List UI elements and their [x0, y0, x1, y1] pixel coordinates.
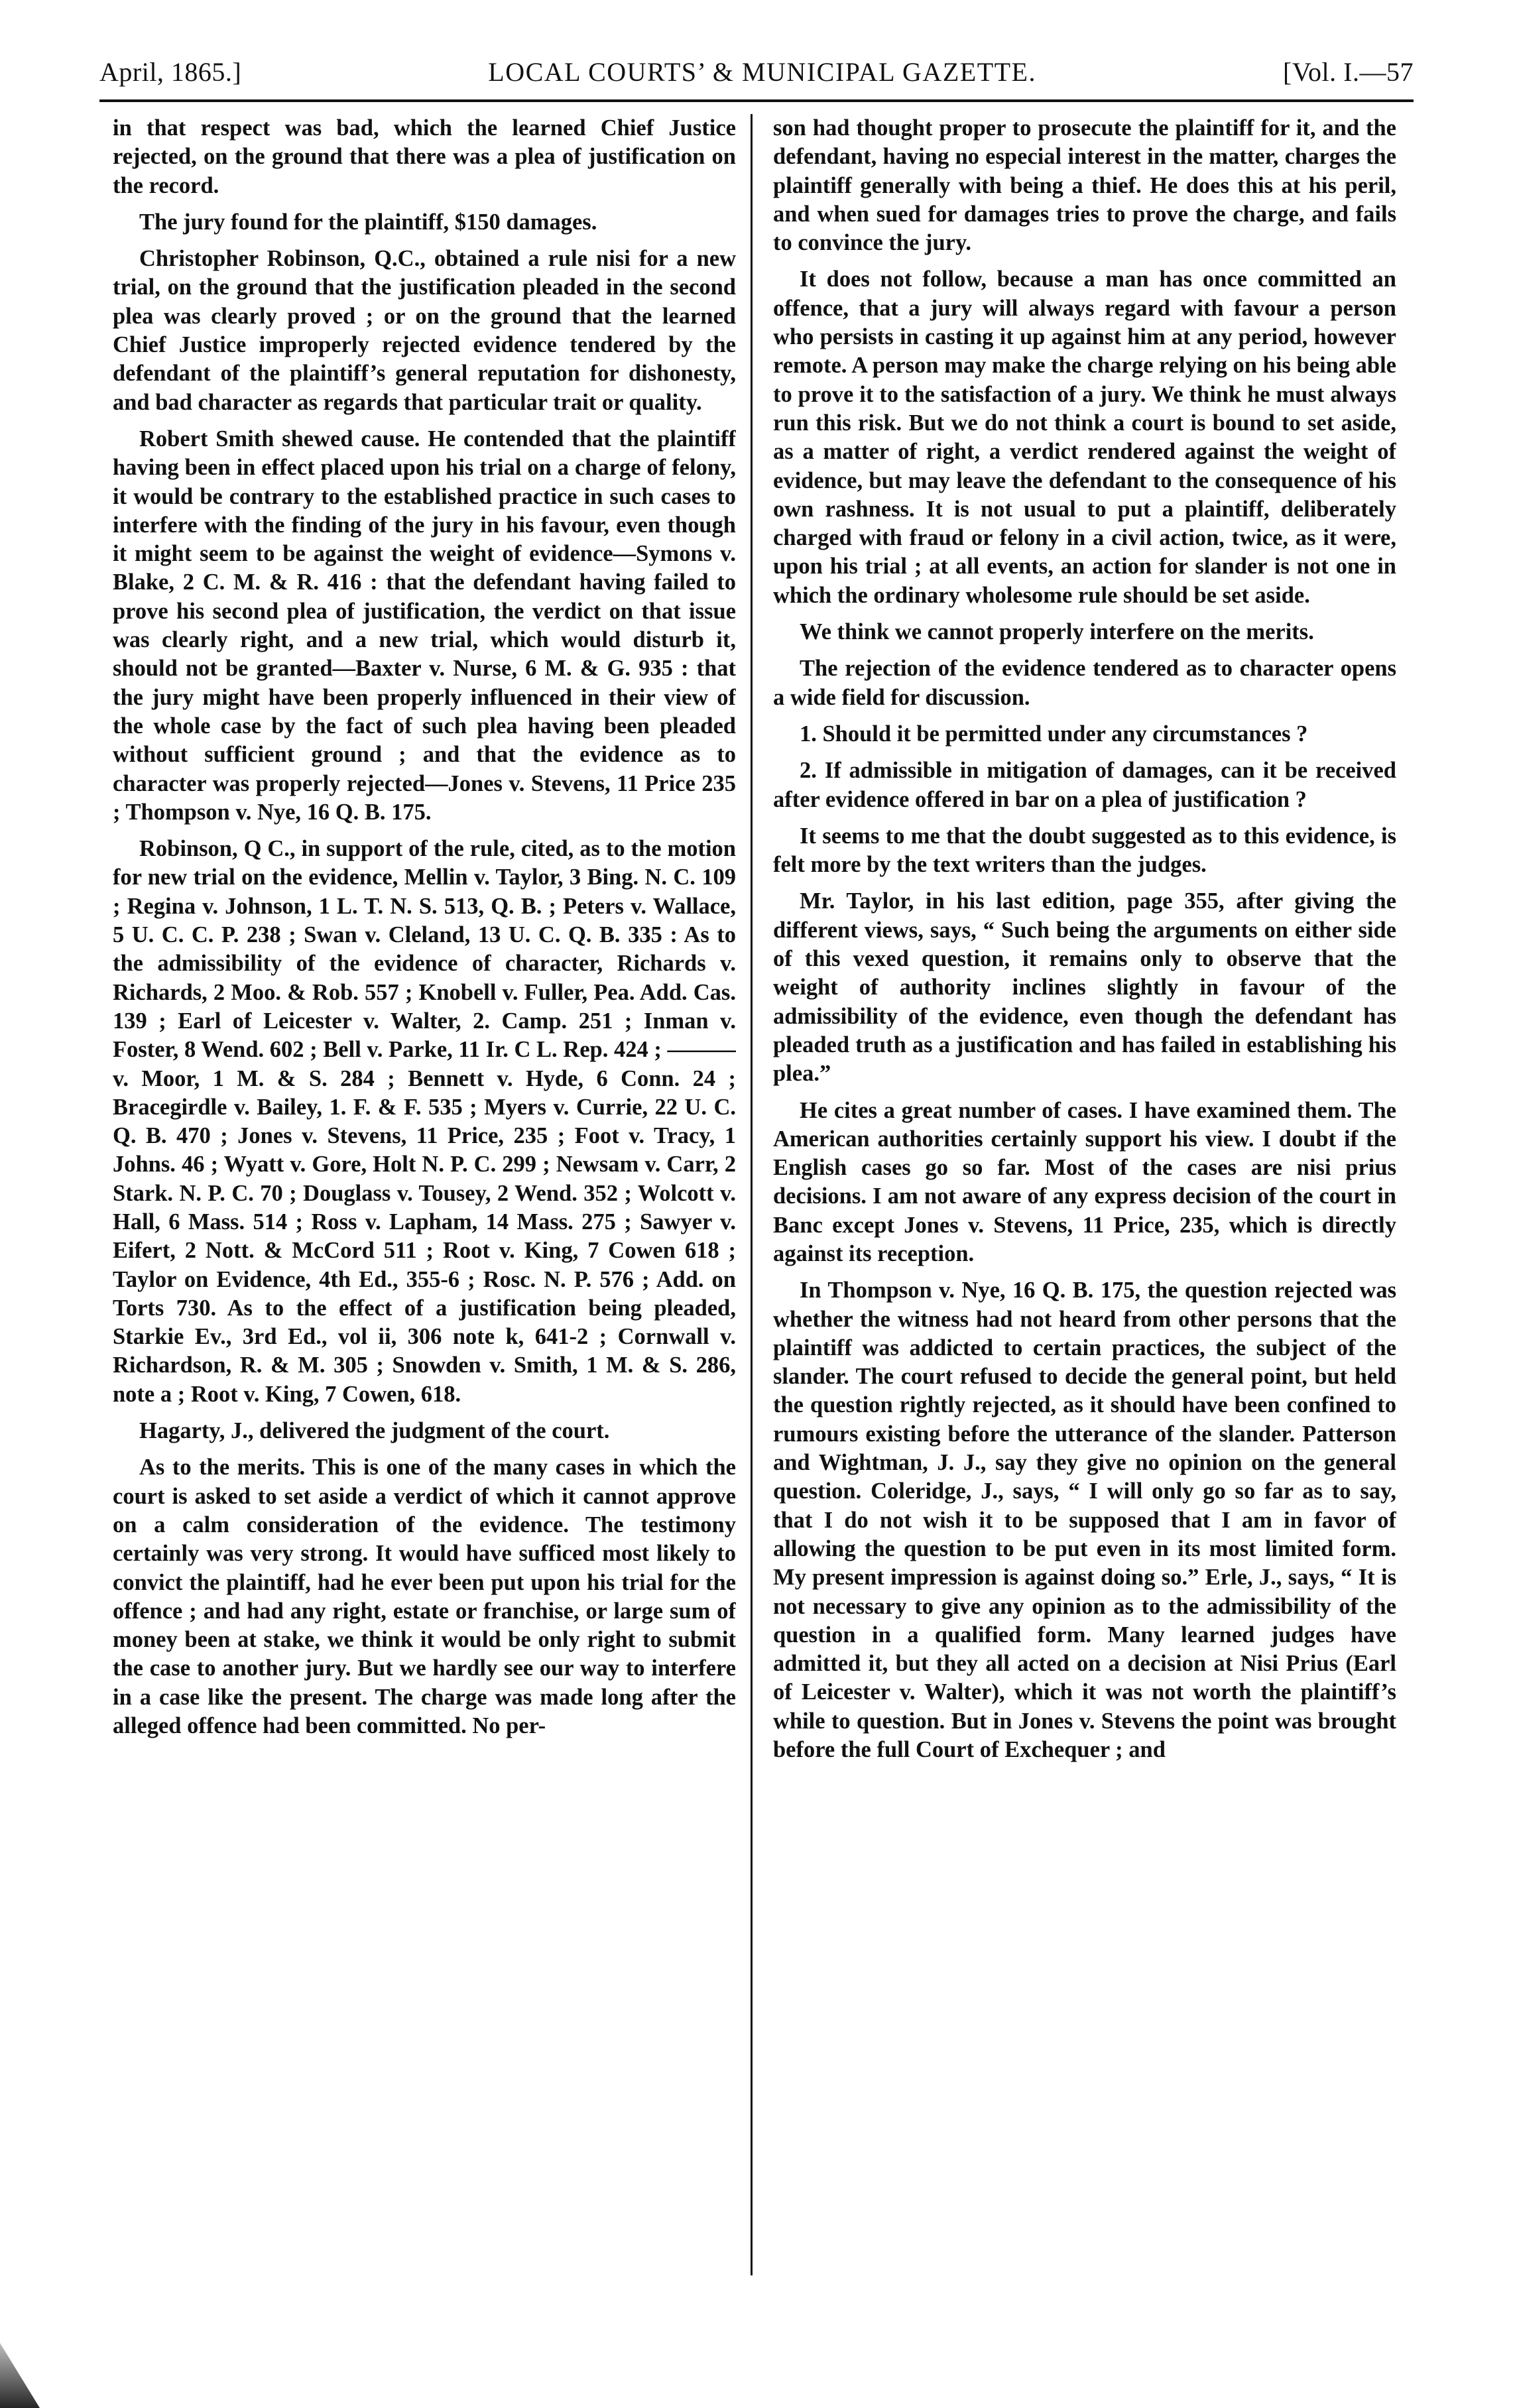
paragraph: It seems to me that the doubt suggested as to this evidence, is felt more by the text writers than the judges.: [773, 823, 1396, 878]
paragraph: son had thought proper to prosecute the plaintiff for it, and the defendant, having no especial interest in the matter, charges the plaintiff generally with being a thief. He does this at his peril, and when sued for damages tries to prove the charge, and fails to convince the jury.: [773, 115, 1396, 256]
paragraph: It does not follow, because a man has once committed an offence, that a jury will always regard with favour a person who persists in casting it up against him at any period, however remote. A person may make the charge relying on his being able to prove it to the satisfaction of a jury. We think he must always run this risk. But we do not think a court is bound to set aside, as a matter of right, a verdict rendered against the weight of evidence, but may leave the defendant to the consequence of his own rashness. It is not usual to put a plaintiff, deliberately charged with fraud or felony in a civil action, twice, as it were, upon his trial ; at all events, an action for slander is not one in which the ordinary wholesome rule should be set aside.: [773, 267, 1396, 608]
paragraph: We think we cannot properly interfere on the merits.: [800, 619, 1314, 645]
page-header: [99, 41, 1414, 88]
paragraph: Hagarty, J., delivered the judgment of the court.: [139, 1418, 610, 1444]
left-column: [113, 114, 736, 2289]
paragraph: Robinson, Q C., in support of the rule, cited, as to the motion for new trial on the evidence, Mellin v. Taylor, 3 Bing. N. C. 109 ; Regina v. Johnson, 1 L. T. N. S. 513, Q. B. ; Peters v. Wallace, 5 U. C. C. P. 238 ; Swan v. Cleland, 13 U. C. Q. B. 335 : As to the admissibility of the evidence of character, Richards v. Richards, 2 Moo. & Rob. 557 ; Knobell v. Fuller, Pea. Add. Cas. 139 ; Earl of Leicester v. Walter, 2. Camp. 251 ; Inman v. Foster, 8 Wend. 602 ; Bell v. Parke, 11 Ir. C L. Rep. 424 ; ——— v. Moor, 1 M. & S. 284 ; Bennett v. Hyde, 6 Conn. 24 ; Bracegirdle v. Bailey, 1. F. & F. 535 ; Myers v. Currie, 22 U. C. Q. B. 470 ; Jones v. Stevens, 11 Price, 235 ; Foot v. Tracy, 1 Johns. 46 ; Wyatt v. Gore, Holt N. P. C. 299 ; Newsam v. Carr, 2 Stark. N. P. C. 70 ; Douglass v. Tousey, 2 Wend. 352 ; Wolcott v. Hall, 6 Mass. 514 ; Ross v. Lapham, 14 Mass. 275 ; Sawyer v. Eifert, 2 Nott. & McCord 511 ; Root v. King, 7 Cowen 618 ; Taylor on Evidence, 4th Ed., 355-6 ; Rosc. N. P. 576 ; Add. on Torts 730. As to the effect of a justification being pleaded, Starkie Ev., 3rd Ed., vol ii, 306 note k, 641-2 ; Cornwall v. Richardson, R. & M. 305 ; Snowden v. Smith, 1 M. & S. 286, note a ; Root v. King, 7 Cowen, 618.: [113, 836, 736, 1407]
column-divider: [751, 114, 753, 2275]
header-title: LOCAL COURTS’ & MUNICIPAL GAZETTE.: [488, 57, 1036, 87]
right-column: [773, 114, 1396, 2289]
paragraph: 1. Should it be permitted under any circumstances ?: [800, 721, 1308, 747]
header-date: April, 1865.]: [99, 57, 242, 87]
paragraph: Robert Smith shewed cause. He contended that the plaintiff having been in effect placed upon his trial on a charge of felony, it would be contrary to the established practice in such cases to interfere with the finding of the jury in his favour, even though it might seem to be against the weight of evidence—Symons v. Blake, 2 C. M. & R. 416 : that the defendant having failed to prove his second plea of justification, the verdict on that issue was clearly right, and a new trial, which would disturb it, should not be granted—Baxter v. Nurse, 6 M. & G. 935 : that the jury might have been properly influenced in their view of the whole case by the fact of such plea having been pleaded without sufficient ground ; and that the evidence as to character was properly rejected—Jones v. Stevens, 11 Price 235 ; Thompson v. Nye, 16 Q. B. 175.: [113, 426, 736, 825]
paragraph: The jury found for the plaintiff, $150 damages.: [139, 209, 597, 235]
paragraph: In Thompson v. Nye, 16 Q. B. 175, the question rejected was whether the witness had not heard from other persons that the plaintiff was addicted to certain practices, the subject of the slander. The court refused to decide the general point, but held the question rightly rejected, as it should have been confined to rumours existing before the utterance of the slander. Patterson and Wightman, J. J., say they give no opinion on the general question. Coleridge, J., says, “ I will only go so far as to say, that I do not wish it to be supposed that I am in favor of allowing the question to be put even in its most limited form. My present impression is against doing so.” Erle, J., says, “ It is not necessary to give any opinion as to the admissibility of the question in a qualified form. Many learned judges have admitted it, but they all acted on a decision at Nisi Prius (Earl of Leicester v. Walter), which it was not worth the plaintiff’s while to question. But in Jones v. Stevens the point was brought before the full Court of Exchequer ; and: [773, 1278, 1396, 1763]
paragraph: in that respect was bad, which the learned Chief Justice rejected, on the ground that there was a plea of justification on the record.: [113, 115, 736, 198]
paragraph: Christopher Robinson, Q.C., obtained a rule nisi for a new trial, on the ground that the justification pleaded in the second plea was clearly proved ; or on the ground that the learned Chief Justice improperly rejected evidence tendered by the defendant of the plaintiff’s general reputation for dishonesty, and bad character as regards that particular trait or quality.: [113, 246, 736, 415]
paragraph: He cites a great number of cases. I have examined them. The American authorities certainly support his view. I doubt if the English cases go so far. Most of the cases are nisi prius decisions. I am not aware of any express decision of the court in Banc except Jones v. Stevens, 11 Price, 235, which is directly against its reception.: [773, 1097, 1396, 1266]
header-volume: [Vol. I.—57: [1283, 57, 1414, 87]
paragraph: 2. If admissible in mitigation of damages, can it be received after evidence offered in bar on a plea of justification ?: [773, 758, 1396, 812]
header-rule: [99, 99, 1414, 102]
paragraph: As to the merits. This is one of the many cases in which the court is asked to set aside a verdict of which it cannot approve on a calm consideration of the evidence. The testimony certainly was very strong. It would have sufficed most likely to convict the plaintiff, had he ever been put upon his trial for the offence ; and had any right, estate or franchise, or large sum of money been at stake, we think it would be only right to submit the case to another jury. But we hardly see our way to interfere in a case like the present. The charge was made long after the alleged offence had been committed. No per-: [113, 1455, 736, 1739]
paragraph: The rejection of the evidence tendered as to character opens a wide field for discussion.: [773, 656, 1396, 710]
scan-edge-mark: [0, 2315, 40, 2408]
paragraph: Mr. Taylor, in his last edition, page 355, after giving the different views, says, “ Such being the arguments on either side of this vexed question, it remains only to observe that the weight of authority inclines slightly in favour of the admissibility of the evidence, even though the defendant has pleaded truth as a justification and has failed in establishing his plea.”: [773, 888, 1396, 1087]
